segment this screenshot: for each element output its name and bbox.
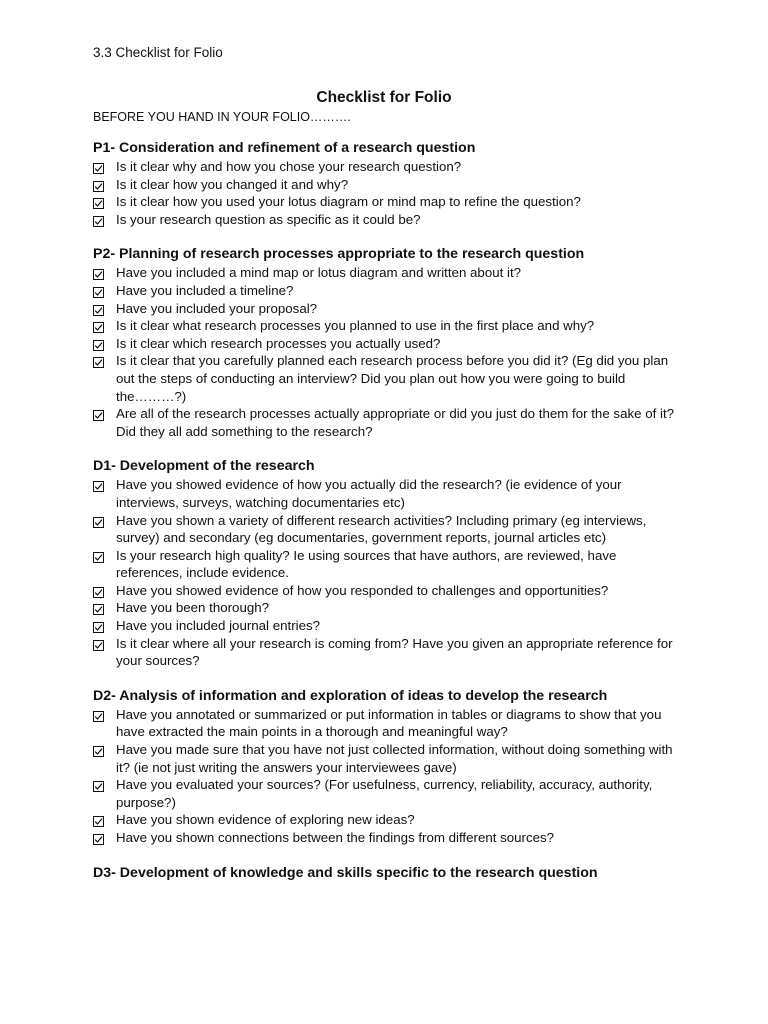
checkbox-checked-icon [93,408,104,419]
checklist-item-text: Is it clear how you changed it and why? [116,176,349,192]
checklist-item-text: Have you included a timeline? [116,282,294,298]
checkbox-checked-icon [93,585,104,596]
checklist [93,706,683,847]
checkbox-checked-icon [93,709,104,720]
checklist-item [93,582,683,600]
checklist [93,264,683,440]
checkbox-checked-icon [93,479,104,490]
checkbox-checked-icon [93,303,104,314]
checkbox-checked-icon [93,196,104,207]
checklist-item [93,317,683,335]
checklist-item [93,829,683,847]
checklist-item [93,599,683,617]
checklist-section [93,457,683,670]
checklist-item [93,158,683,176]
checklist-item [93,635,683,670]
checklist [93,476,683,670]
checkbox-checked-icon [93,214,104,225]
checklist-item-text: Is your research question as specific as it could be? [116,211,421,227]
checklist-item-text: Have you included journal entries? [116,618,321,634]
checklist-item [93,476,683,511]
checklist-item-text: Is it clear what research processes you planned to use in the first place and why? [116,318,595,334]
checklist-item [93,176,683,194]
checklist-item-text: Have you made sure that you have not just collected information, without doing something with it? (ie not just writing the answers your interviewees gave) [116,742,673,775]
checklist-item-text: Is your research high quality? Ie using sources that have authors, are reviewed, have references, include evidence. [116,547,617,581]
checklist-item-text: Is it clear that you carefully planned each research process before you did it? (Eg did you plan out the steps of conducting an interview? Did you plan out how you were going to build the………?) [116,353,669,404]
checklist-item [93,617,683,635]
checklist-section [93,687,683,847]
checklist-item [93,776,683,811]
checklist-item [93,193,683,211]
checklist-item [93,282,683,300]
checklist-item-text: Have you annotated or summarized or put information in tables or diagrams to show that you have extracted the main points in a thorough and meaningful way? [116,706,662,740]
checklist-section [93,864,683,883]
checklist-item [93,547,683,582]
checklist-item-text: Are all of the research processes actually appropriate or did you just do them for the sake of it? Did they all add something to the research? [116,406,675,439]
checklist-item-text: Is it clear where all your research is coming from? Have you given an appropriate reference for your sources? [116,635,673,669]
section-heading: D1- Development of the research [93,458,315,475]
checklist-section [93,245,683,440]
checklist-item-text: Have you shown evidence of exploring new ideas? [116,812,415,828]
checklist-item [93,335,683,353]
checklist-sections [93,139,683,900]
checkbox-checked-icon [93,355,104,366]
checklist-item-text: Have you shown a variety of different research activities? Including primary (eg interviews, survey) and secondary (eg documentaries, government reports, journal articles etc) [116,512,647,546]
section-heading: P1- Consideration and refinement of a research question [93,140,476,156]
checklist-item-text: Is it clear which research processes you actually used? [116,335,441,351]
checkbox-checked-icon [93,267,104,278]
checklist-item [93,741,683,776]
checklist-item-text: Have you included a mind map or lotus diagram and written about it? [116,265,522,281]
checklist-item [93,300,683,318]
checklist-item-text: Is it clear how you used your lotus diagram or mind map to refine the question? [116,194,581,210]
checklist-item [93,405,683,440]
checklist-item-text: Have you evaluated your sources? (For usefulness, currency, reliability, accuracy, authority, purpose?) [116,777,653,810]
section-heading: D2- Analysis of information and exploration of ideas to develop the research [93,687,608,704]
subtitle: BEFORE YOU HAND IN YOUR FOLIO………. [93,110,351,124]
checklist-section [93,139,683,228]
checklist-item-text: Have you included your proposal? [116,300,318,316]
checkbox-checked-icon [93,515,104,526]
checklist-item [93,352,683,405]
checkbox-checked-icon [93,550,104,561]
section-heading: P2- Planning of research processes appropriate to the research question [93,246,585,263]
checklist [93,158,683,228]
checkbox-checked-icon [93,638,104,649]
checklist-item-text: Have you been thorough? [116,600,270,616]
checkbox-checked-icon [93,179,104,190]
checkbox-checked-icon [93,620,104,631]
checklist-item-text: Have you showed evidence of how you responded to challenges and opportunities? [116,582,609,598]
checklist-item [93,811,683,829]
checklist-item [93,211,683,229]
checklist-item [93,512,683,547]
checkbox-checked-icon [93,744,104,755]
checkbox-checked-icon [93,161,104,172]
header-note: 3.3 Checklist for Folio [93,45,223,60]
checklist-item [93,706,683,741]
checkbox-checked-icon [93,602,104,613]
checkbox-checked-icon [93,779,104,790]
checkbox-checked-icon [93,320,104,331]
checklist-item [93,264,683,282]
checklist-item-text: Is it clear why and how you chose your research question? [116,159,462,174]
checkbox-checked-icon [93,338,104,349]
checkbox-checked-icon [93,285,104,296]
checkbox-checked-icon [93,832,104,843]
page-title: Checklist for Folio [316,89,452,106]
checklist-item-text: Have you showed evidence of how you actually did the research? (ie evidence of your interviews, surveys, watching documentaries etc) [116,477,622,510]
checklist-item-text: Have you shown connections between the findings from different sources? [116,830,555,845]
checkbox-checked-icon [93,814,104,825]
section-heading: D3- Development of knowledge and skills specific to the research question [93,864,598,881]
